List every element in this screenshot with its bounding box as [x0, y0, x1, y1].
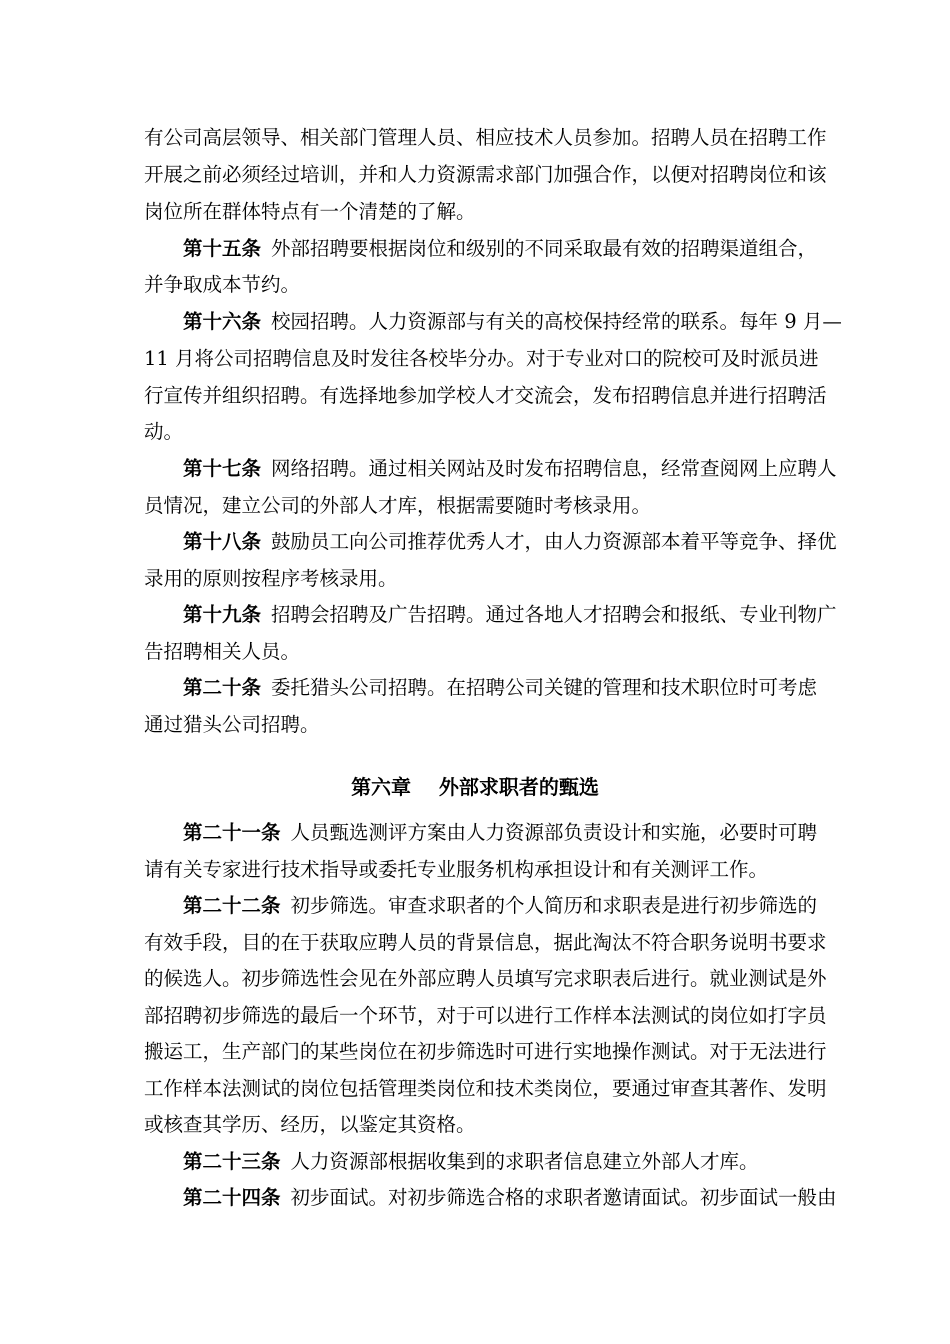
paragraph-line: 有公司高层领导、相关部门管理人员、相应技术人员参加。招聘人员在招聘工作: [144, 126, 827, 149]
paragraph-line: 动。: [144, 420, 184, 443]
article-label: 第十九条: [183, 603, 262, 626]
paragraph-line: 的候选人。初步筛选性会见在外部应聘人员填写完求职表后进行。就业测试是外: [144, 967, 827, 990]
article-label: 第二十一条: [183, 821, 281, 844]
article-label: 第十八条: [183, 530, 262, 553]
article-line: 第十八条 鼓励员工向公司推荐优秀人才，由人力资源部本着平等竞争、择优: [183, 530, 837, 553]
article-line: 第二十条 委托猎头公司招聘。在招聘公司关键的管理和技术职位时可考虑: [183, 676, 818, 699]
paragraph-line: 搬运工，生产部门的某些岗位在初步筛选时可进行实地操作测试。对于无法进行: [144, 1040, 827, 1063]
article-line: 第十六条 校园招聘。人力资源部与有关的高校保持经常的联系。每年 9 月—: [183, 310, 842, 333]
article-line: 第十五条 外部招聘要根据岗位和级别的不同采取最有效的招聘渠道组合，: [183, 237, 818, 260]
article-label: 第二十三条: [183, 1150, 281, 1173]
article-label: 第十六条: [183, 310, 262, 333]
paragraph-line: 有效手段，目的在于获取应聘人员的背景信息，据此淘汰不符合职务说明书要求: [144, 931, 827, 954]
paragraph-line: 或核查其学历、经历，以鉴定其资格。: [144, 1113, 476, 1136]
article-line: 第二十一条 人员甄选测评方案由人力资源部负责设计和实施，必要时可聘: [183, 821, 818, 844]
paragraph-line: 员情况，建立公司的外部人才库，根据需要随时考核录用。: [144, 494, 652, 517]
article-line: 第二十三条 人力资源部根据收集到的求职者信息建立外部人才库。: [183, 1150, 759, 1173]
paragraph-line: 11 月将公司招聘信息及时发往各校毕分办。对于专业对口的院校可及时派员进: [144, 347, 819, 370]
paragraph-line: 行宣传并组织招聘。有选择地参加学校人才交流会，发布招聘信息并进行招聘活: [144, 384, 827, 407]
paragraph-line: 开展之前必须经过培训，并和人力资源需求部门加强合作，以便对招聘岗位和该: [144, 163, 827, 186]
article-label: 第二十二条: [183, 894, 281, 917]
paragraph-line: 请有关专家进行技术指导或委托专业服务机构承担设计和有关测评工作。: [144, 858, 769, 881]
paragraph-line: 岗位所在群体特点有一个清楚的了解。: [144, 200, 476, 223]
article-line: 第二十二条 初步筛选。审查求职者的个人简历和求职表是进行初步筛选的: [183, 894, 818, 917]
paragraph-line: 通过猎头公司招聘。: [144, 713, 320, 736]
chapter-title: 第六章 外部求职者的甄选: [351, 775, 599, 799]
article-label: 第十五条: [183, 237, 262, 260]
article-label: 第十七条: [183, 457, 262, 480]
paragraph-line: 告招聘相关人员。: [144, 640, 301, 663]
article-line: 第二十四条 初步面试。对初步筛选合格的求职者邀请面试。初步面试一般由: [183, 1186, 837, 1209]
article-line: 第十七条 网络招聘。通过相关网站及时发布招聘信息，经常查阅网上应聘人: [183, 457, 837, 480]
paragraph-line: 录用的原则按程序考核录用。: [144, 567, 398, 590]
article-label: 第二十四条: [183, 1186, 281, 1209]
article-label: 第二十条: [183, 676, 262, 699]
paragraph-line: 部招聘初步筛选的最后一个环节，对于可以进行工作样本法测试的岗位如打字员: [144, 1004, 827, 1027]
paragraph-line: 并争取成本节约。: [144, 273, 301, 296]
paragraph-line: 工作样本法测试的岗位包括管理类岗位和技术类岗位，要通过审查其著作、发明: [144, 1077, 827, 1100]
article-line: 第十九条 招聘会招聘及广告招聘。通过各地人才招聘会和报纸、专业刊物广: [183, 603, 837, 626]
